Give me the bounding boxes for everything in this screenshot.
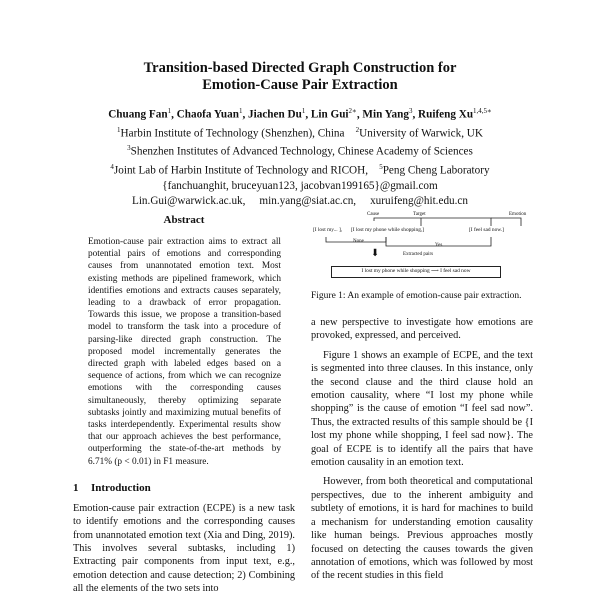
extracted-pair-box: I lost my phone while shopping ⟶ I feel sad now xyxy=(331,266,501,278)
cause-target-arc xyxy=(374,218,491,226)
affiliation-line: $^3$Shenzhen Institutes of Advanced Technology, Chinese Academy of Sciences xyxy=(127,144,473,159)
down-arrow-icon: ⬇ xyxy=(371,248,380,259)
section-heading-introduction: 1 Introduction xyxy=(73,481,151,494)
author-name: Chuang Fan xyxy=(108,108,168,121)
author-name: Chaofa Yuan xyxy=(176,108,239,121)
email-line: Lin.Gui@warwick.ac.uk, min.yang@siat.ac.cn, xuruifeng@hit.edu.cn xyxy=(131,194,468,207)
label-cause: Cause xyxy=(367,212,380,217)
label-none: None xyxy=(353,239,364,244)
title-line-1: Transition-based Directed Graph Construction for xyxy=(143,60,457,76)
paragraph-3: However, from both theoretical and computational perspectives, due to the inherent ambiguity and subtlety of emotions, it is hard for machines to build a mechanism for understanding emotion causality like human beings. Previous approaches mostly focused on detecting the causes towards the given annotation of emotions, which was followed by most of the recent studies in this field xyxy=(311,476,533,582)
clause-2: [I lost my phone while shopping,] xyxy=(349,226,467,237)
author-block xyxy=(0,104,600,209)
label-target: Target xyxy=(413,212,426,217)
clause-1: [I lost my... ], xyxy=(311,226,349,237)
right-column xyxy=(311,214,533,583)
figure-1-diagram xyxy=(311,214,533,280)
author-name: Jiachen Du xyxy=(248,108,302,121)
affiliation-line: $^1$Harbin Institute of Technology (Shenzhen), China $^2$University of Warwick, UK xyxy=(117,125,483,140)
left-column xyxy=(73,214,295,596)
label-yes: Yes xyxy=(435,243,443,248)
abstract-text: Emotion-cause pair extraction aims to extract all potential pairs of emotions and corresponding causes from unannotated emotion text. Most existing methods are pipelined framework, which identifies emotions and extracts causes separately, leading to a drawback of error propagation. Towards this issue, we propose a transition-based model to transform the task into a procedure of parsing-like directed graph construction. The proposed model incrementally generates the directed graph with labeled edges based on a sequence of actions, from which we can recognize emotions with the corresponding causes simultaneously, thereby optimizing separate subtasks jointly and maximizing mutual benefits of tasks interdependently. Experimental results show that our approach achieves the best performance, outperforming the state-of-the-art methods by 6.71% (p < 0.01) in F1 measure. xyxy=(88,237,281,467)
author-names: Chuang Fan$^1$, Chaofa Yuan$^1$, Jiachen Du$^1$, Lin Gui$^{2∗}$, Min Yang$^3$, Ruifeng $Xu^{1,4,5∗}$ xyxy=(108,107,492,121)
abstract-heading: Abstract xyxy=(163,214,205,226)
paper-title xyxy=(0,60,600,94)
author-name: Lin Gui xyxy=(310,108,349,121)
emotion-arc xyxy=(491,218,521,226)
email-line: {fanchuanghit, bruceyuan123, jacobvan199165}@gmail.com xyxy=(162,179,438,192)
author-name: Ruifeng Xu xyxy=(418,108,474,121)
author-name: Min Yang xyxy=(362,108,409,121)
intro-paragraph: Emotion-cause pair extraction (ECPE) is a new task to identify emotions and the corresponding causes from unannotated emotion text (Xia and Ding, 2019). This involves several subtasks, including 1) Extracting pair components from input text, e.g., emotion detection and cause detection; 2) Combining all the elements of the two sets into xyxy=(73,502,295,595)
clause-3: [I feel sad now.] xyxy=(467,226,533,237)
paragraph-1: a new perspective to investigate how emotions are provoked, expressed, and perceived. xyxy=(311,317,533,342)
figure-1-caption: Figure 1: An example of emotion-cause pair extraction. xyxy=(311,291,522,301)
paragraph-2: Figure 1 shows an example of ECPE, and the text is segmented into three clauses. In this instance, only the second clause and the third clause hold an emotion causality, where “I lost my phone while shopping” is the cause of emotion “I feel sad now”. Thus, the extracted results of this sample should be {I lost my phone while shopping, I feel sad now}. The goal of ECPE is to identify all the pairs that have emotion causality in an emotion text. xyxy=(311,349,533,469)
title-line-2: Emotion-Cause Pair Extraction xyxy=(202,77,398,93)
label-extracted-pairs: Extracted pairs xyxy=(403,252,434,257)
label-emotion: Emotion xyxy=(509,212,527,217)
affiliation-line: $^4$Joint Lab of Harbin Institute of Technology and RICOH, $^5$Peng Cheng Laboratory xyxy=(110,163,490,177)
